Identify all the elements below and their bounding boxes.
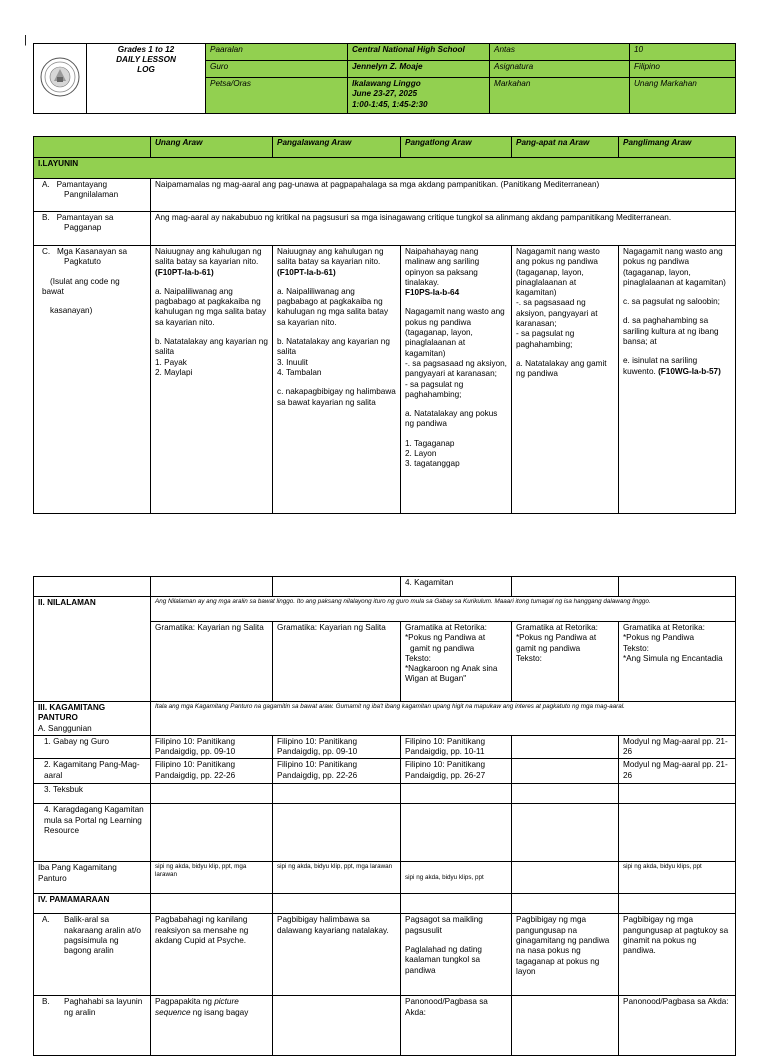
value-antas: 10 <box>630 44 736 61</box>
karagdagan-day3 <box>401 804 512 862</box>
label-petsa: Petsa/Oras <box>206 78 348 114</box>
karagdagan-day2 <box>273 804 401 862</box>
value-guro: Jennelyn Z. Moaje <box>348 61 490 78</box>
lesson-table-page2 <box>33 576 736 1056</box>
gabay-guro-day1: Filipino 10: Panitikang Pandaigdig, pp. 09-10 <box>151 735 273 759</box>
paghahabi-day2 <box>273 996 401 1056</box>
row-teksbuk: 3. Teksbuk <box>34 784 151 804</box>
kasanayan-day5: Nagagamit nang wasto ang pokus ng pandiwa (tagaganap, layon, pinaglalaanan at kagamitan) c. sa pagsulat ng saloobin; d. sa paghahambing sa sariling kultura at ng ibang bansa; at e. isinulat na sariling kuwento. (F10WG-Ia-b-57) <box>619 246 736 514</box>
nilalaman-note: Ang Nilalaman ay ang mga aralin sa bawat linggo. Ito ang paksang nilalayong ituro ng guro mula sa Gabay sa Kurikulum. Maaari itong tumagal ng isa hanggang dalawang linggo. <box>151 597 736 622</box>
balik-aral-day3: Pagsagot sa maikling pagsusulit Paglalahad ng dating kaalaman tungkol sa pandiwa <box>401 914 512 996</box>
teksbuk-day2 <box>273 784 401 804</box>
seal-icon <box>40 57 80 97</box>
pamantayan-pagganap-text: Ang mag-aaral ay nakabubuo ng kritikal na pagsusuri sa mga isinagawang critique tungkol sa alinmang akdang pampanitikang Mediterranean. <box>151 212 736 246</box>
day-header-2: Pangalawang Araw <box>273 137 401 158</box>
nilalaman-day4: Gramatika at Retorika: *Pokus ng Pandiwa at gamit ng pandiwa Teksto: <box>512 622 619 702</box>
corner-cell <box>34 137 151 158</box>
day-header-5: Panglimang Araw <box>619 137 736 158</box>
label-asignatura: Asignatura <box>490 61 630 78</box>
label-pamantayang-pangnilalaman: A. Pamantayang Pangnilalaman <box>34 179 151 212</box>
row-iba-pang-kagamitan: Iba Pang Kagamitang Panturo <box>34 862 151 894</box>
iba-pang-day2: sipi ng akda, bidyu klip, ppt, mga larawan <box>273 862 401 894</box>
day-header-1: Unang Araw <box>151 137 273 158</box>
cont-day4 <box>512 577 619 597</box>
label-paaralan: Paaralan <box>206 44 348 61</box>
balik-aral-day5: Pagbibigay ng mga pangungusap at pagtukoy sa ginamit na pokus ng pandiwa. <box>619 914 736 996</box>
cont-day1 <box>151 577 273 597</box>
gabay-guro-day2: Filipino 10: Panitikang Pandaigdig, pp. 09-10 <box>273 735 401 759</box>
cont-day3: 4. Kagamitan <box>401 577 512 597</box>
pamamaraan-day4-head <box>512 894 619 914</box>
gabay-guro-day4 <box>512 735 619 759</box>
label-antas: Antas <box>490 44 630 61</box>
day-header-3: Pangatlong Araw <box>401 137 512 158</box>
label-kasanayan: C. Mga Kasanayan sa Pagkatuto (Isulat ang code ng bawat kasanayan) <box>34 246 151 514</box>
value-petsa: Ikalawang Linggo June 23-27, 2025 1:00-1:45, 1:45-2:30 <box>348 78 490 114</box>
iba-pang-day5: sipi ng akda, bidyu klips, ppt <box>619 862 736 894</box>
pamantayang-pangnilalaman-text: Naipamamalas ng mag-aaral ang pag-unawa at pagpapahalaga sa mga akdang pampanitikan. (Panitikang Mediterranean) <box>151 179 736 212</box>
iba-pang-day4 <box>512 862 619 894</box>
iba-pang-day3: sipi ng akda, bidyu klips, ppt <box>401 862 512 894</box>
balik-aral-day4: Pagbibigay ng mga pangungusap na ginagamitang ng pandiwa na nasa pokus ng tagaganap at pokus ng layon <box>512 914 619 996</box>
section-nilalaman: II. NILALAMAN <box>34 597 151 702</box>
nilalaman-day2: Gramatika: Kayarian ng Salita <box>273 622 401 702</box>
nilalaman-day5: Gramatika at Retorika: *Pokus ng Pandiwa Teksto: *Ang Simula ng Encantadia <box>619 622 736 702</box>
label-paghahabi: B. Paghahabi sa layunin ng aralin <box>34 996 151 1056</box>
cont-day2 <box>273 577 401 597</box>
kasanayan-day2: Naiuugnay ang kahulugan ng salita batay sa kayarian nito. (F10PT-Ia-b-61) a. Naipaliliwanag ang pagbabago at pagkakaiba ng kahulugan ng mga salita batay sa kayarian nito. b. Natatalakay ang kayarian ng salita 3. Inuulit 4. Tambalan c. nakapagbibigay ng halimbawa sa bawat kayarian ng salita <box>273 246 401 514</box>
karagdagan-day4 <box>512 804 619 862</box>
label-guro: Guro <box>206 61 348 78</box>
iba-pang-day1: sipi ng akda, bidyu klip, ppt, mga larawan <box>151 862 273 894</box>
teksbuk-day3 <box>401 784 512 804</box>
row-gabay-guro: 1. Gabay ng Guro <box>34 735 151 759</box>
kasanayan-day3: Naipahahayag nang malinaw ang sariling opinyon sa paksang tinalakay. F10PS-Ia-b-64 Nagagamit nang wasto ang pokus ng pandiwa (tagaganap, layon, pinaglalaanan at kagamitan) -. sa pagsasaad ng aksiyon, pangyayari at karanasan; - sa pagsulat ng paghahambing; a. Natatalakay ang pokus ng pandiwa 1. Tagaganap 2. Layon 3. tagatanggap <box>401 246 512 514</box>
header-table <box>33 43 736 114</box>
nilalaman-day1: Gramatika: Kayarian ng Salita <box>151 622 273 702</box>
mag-aaral-day1: Filipino 10: Panitikang Pandaigdig, pp. 22-26 <box>151 759 273 784</box>
kagamitan-note: Itala ang mga Kagamitang Panturo na gagamitin sa bawat araw. Gumamit ng iba't ibang kagamitan upang higit na mapukaw ang interes at pagkatuto ng mga mag-aaral. <box>151 702 736 736</box>
section-layunin: I.LAYUNIN <box>34 158 736 179</box>
karagdagan-day5 <box>619 804 736 862</box>
gabay-guro-day3: Filipino 10: Panitikang Pandaigdig, pp. 10-11 <box>401 735 512 759</box>
mag-aaral-day3: Filipino 10: Panitikang Pandaigdig, pp. 26-27 <box>401 759 512 784</box>
paghahabi-day3: Panonood/Pagbasa sa Akda: <box>401 996 512 1056</box>
label-balik-aral: A. Balik-aral sa nakaraang aralin at/o pagsisimula ng bagong aralin <box>34 914 151 996</box>
mag-aaral-day5: Modyul ng Mag-aaral pp. 21-26 <box>619 759 736 784</box>
kasanayan-day4: Nagagamit nang wasto ang pokus ng pandiwa (tagaganap, layon, pinaglalaanan at kagamitan) -. sa pagsasaad ng aksiyon, pangyayari at karanasan; - sa pagsulat ng paghahambing; a. Natatalakay ang gamit ng pandiwa <box>512 246 619 514</box>
day-header-4: Pang-apat na Araw <box>512 137 619 158</box>
pamamaraan-day3-head <box>401 894 512 914</box>
label-pamantayan-pagganap: B. Pamantayan sa Pagganap <box>34 212 151 246</box>
value-paaralan: Central National High School <box>348 44 490 61</box>
pamamaraan-day5-head <box>619 894 736 914</box>
teksbuk-day1 <box>151 784 273 804</box>
pamamaraan-day1-head <box>151 894 273 914</box>
nilalaman-day3: Gramatika at Retorika: *Pokus ng Pandiwa at gamit ng pandiwa Teksto: *Nagkaroon ng Anak sina Wigan at Bugan" <box>401 622 512 702</box>
row-karagdagang-kagamitan: 4. Karagdagang Kagamitan mula sa Portal ng Learning Resource <box>34 804 151 862</box>
cursor-mark: | <box>24 34 27 46</box>
row-kagamitang-mag-aaral: 2. Kagamitang Pang-Mag-aaral <box>34 759 151 784</box>
section-pamamaraan: IV. PAMAMARAAN <box>34 894 151 914</box>
value-markahan: Unang Markahan <box>630 78 736 114</box>
lesson-table-page1 <box>33 136 736 514</box>
gabay-guro-day5: Modyul ng Mag-aaral pp. 21-26 <box>619 735 736 759</box>
cont-label <box>34 577 151 597</box>
teksbuk-day4 <box>512 784 619 804</box>
balik-aral-day1: Pagbabahagi ng kanilang reaksiyon sa mensahe ng akdang Cupid at Psyche. <box>151 914 273 996</box>
label-markahan: Markahan <box>490 78 630 114</box>
mag-aaral-day4 <box>512 759 619 784</box>
paghahabi-day4 <box>512 996 619 1056</box>
karagdagan-day1 <box>151 804 273 862</box>
teksbuk-day5 <box>619 784 736 804</box>
dll-title: Grades 1 to 12 DAILY LESSON LOG <box>87 44 206 114</box>
paghahabi-day5: Panonood/Pagbasa sa Akda: <box>619 996 736 1056</box>
deped-logo <box>34 44 87 114</box>
section-kagamitan: III. KAGAMITANG PANTURO A. Sanggunian <box>34 702 151 736</box>
balik-aral-day2: Pagbibigay halimbawa sa dalawang kayariang natalakay. <box>273 914 401 996</box>
value-asignatura: Filipino <box>630 61 736 78</box>
paghahabi-day1: Pagpapakita ng picture sequence ng isang bagay <box>151 996 273 1056</box>
kasanayan-day1: Naiuugnay ang kahulugan ng salita batay sa kayarian nito. (F10PT-Ia-b-61) a. Naipaliliwanag ang pagbabago at pagkakaiba ng kahulugan ng mga salita batay sa kayarian nito. b. Natatalakay ang kayarian ng salita 1. Payak 2. Maylapi <box>151 246 273 514</box>
cont-day5 <box>619 577 736 597</box>
pamamaraan-day2-head <box>273 894 401 914</box>
mag-aaral-day2: Filipino 10: Panitikang Pandaigdig, pp. 22-26 <box>273 759 401 784</box>
